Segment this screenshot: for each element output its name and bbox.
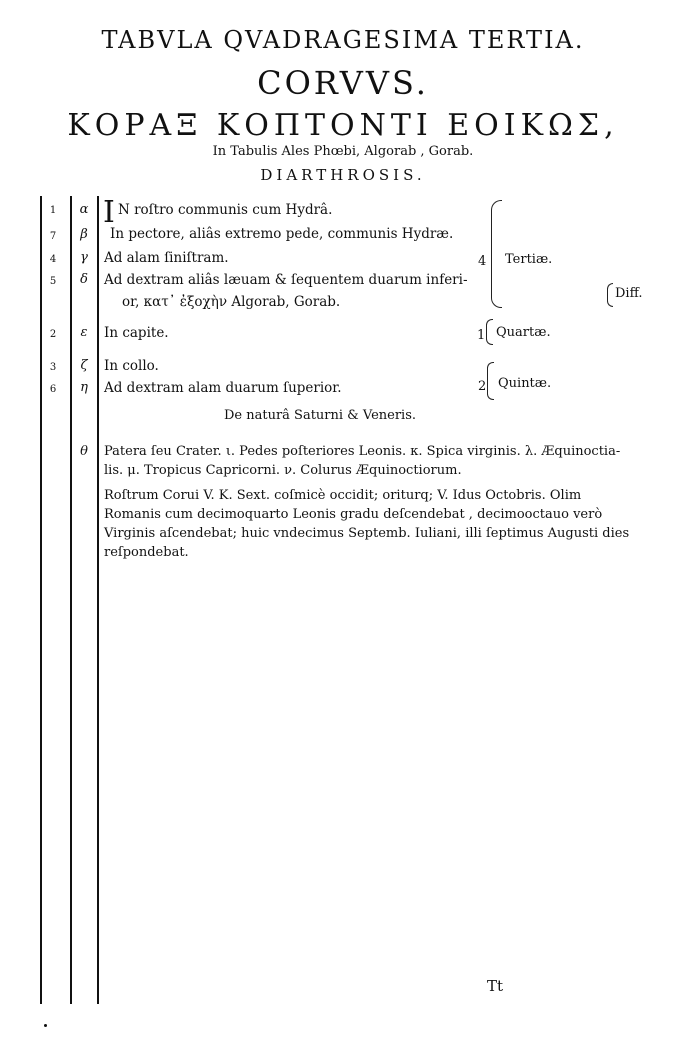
star-letter: α [79, 202, 89, 217]
nature-subheading: De naturâ Saturni & Veneris. [223, 408, 417, 423]
star-letter: η [80, 380, 88, 395]
star-description: Ad alam ſiniſtram. [104, 250, 229, 266]
star-number: 1 [49, 205, 57, 216]
paragraph-line: Patera ſeu Crater. ι. Pedes poſteriores Leonis. κ. Spica virginis. λ. Æquinoctia- [104, 444, 621, 459]
star-description-continued: or, κατ᾽ ἐξοχὴν Algorab, Gorab. [122, 294, 341, 310]
star-number: 3 [49, 362, 57, 373]
stray-dot [44, 1024, 47, 1027]
diff-brace [607, 283, 613, 307]
star-letter: β [80, 227, 88, 242]
diff-label: Diff. [615, 286, 643, 301]
tertiae-number: 4 [478, 254, 487, 269]
star-number: 5 [49, 276, 57, 287]
star-number: 7 [49, 231, 57, 242]
star-letter: ε [80, 325, 88, 340]
constellation-name: CORVVS. [257, 64, 429, 102]
subtitle: In Tabulis Ales Phœbi, Algorab , Gorab. [212, 144, 474, 159]
quartae-number: 1 [477, 328, 486, 343]
star-description: N roſtro communis cum Hydrâ. [118, 202, 333, 218]
column-rule-right [97, 196, 99, 1004]
star-description: In pectore, aliâs extremo pede, communis Hydræ. [110, 226, 454, 242]
tertiae-brace [491, 200, 502, 308]
star-number: 6 [49, 384, 57, 395]
star-letter: ζ [80, 358, 88, 373]
drop-cap: I [103, 195, 115, 230]
star-number: 4 [49, 254, 57, 265]
star-letter: γ [80, 250, 88, 265]
star-letter: δ [80, 272, 88, 287]
star-description: In capite. [104, 325, 169, 341]
quartae-label: Quartæ. [496, 325, 551, 340]
paragraph-line: Romanis cum decimoquarto Leonis gradu deſcendebat , decimooctauo verò [104, 507, 603, 522]
star-number: 2 [49, 329, 57, 340]
theta-letter: θ [80, 444, 88, 459]
greek-title: ΚΟΡΑΞ ΚΟΠΤΟΝΤΙ ΕΟΙΚΩΣ, [67, 108, 619, 143]
quintae-brace [487, 362, 494, 400]
column-rule-left [40, 196, 42, 1004]
quartae-brace [486, 319, 493, 345]
paragraph-line: lis. μ. Tropicus Capricorni. ν. Colurus Æquinoctiorum. [104, 463, 462, 478]
tertiae-label: Tertiæ. [505, 252, 553, 267]
section-heading: DIARTHROSIS. [260, 166, 426, 184]
table-title: TABVLA QVADRAGESIMA TERTIA. [101, 26, 585, 54]
star-description: In collo. [104, 358, 159, 374]
quintae-label: Quintæ. [498, 376, 552, 391]
star-description: Ad dextram aliâs læuam & ſequentem duarum inferi- [104, 272, 468, 288]
signature-mark: Tt [487, 977, 504, 995]
paragraph-line: Virginis aſcendebat; huic vndecimus Septemb. Iuliani, illi ſeptimus Augusti dies [104, 526, 630, 541]
paragraph-line: Roſtrum Corui V. K. Sext. coſmicè occidit; oriturq; V. Idus Octobris. Olim [104, 488, 582, 503]
column-rule-middle [70, 196, 72, 1004]
star-description: Ad dextram alam duarum ſuperior. [104, 380, 342, 396]
quintae-number: 2 [478, 379, 487, 394]
paragraph-line: reſpondebat. [104, 545, 189, 560]
